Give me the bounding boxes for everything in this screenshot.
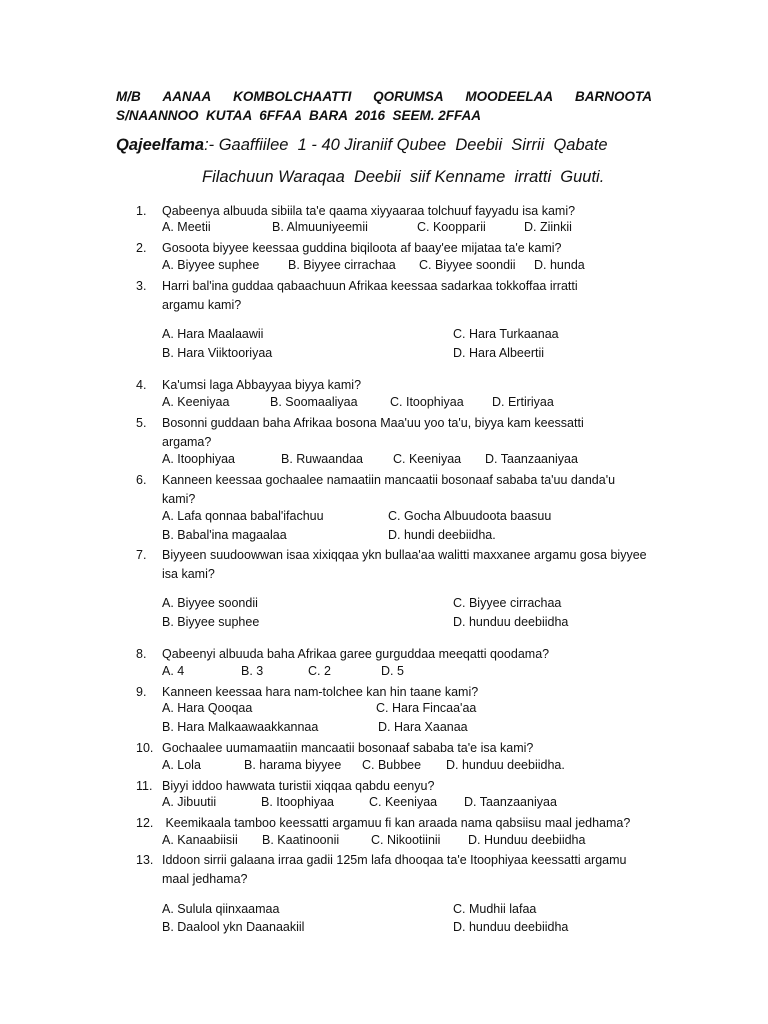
question [136,546,656,583]
option[interactable]: C. Biyyee cirrachaa [453,596,562,610]
question [136,777,656,796]
option[interactable]: A. 4 [162,664,185,678]
question-number: 9. [136,685,147,699]
option[interactable]: D. hunda [534,258,585,272]
option[interactable]: B. Daalool ykn Daanaakiil [162,920,305,934]
option[interactable]: D. hunduu deebiidha [453,615,569,629]
option[interactable]: B. Almuuniyeemii [272,220,368,234]
question-text: Qabeenyi albuuda baha Afrikaa garee gurguddaa meeqatti qoodama? [162,647,550,661]
option[interactable]: B. Ruwaandaa [281,452,364,466]
question [136,376,656,395]
header-line-1 [116,87,652,106]
option[interactable]: D. Ziinkii [524,220,572,234]
option[interactable]: C. Nikootiinii [371,833,441,847]
option[interactable]: B. Hara Malkaawaakkannaa [162,720,319,734]
question [136,739,656,758]
question-number: 1. [136,204,147,218]
option[interactable]: B. Hara Viiktooriyaa [162,346,273,360]
question-number: 5. [136,416,147,430]
question [136,683,656,702]
question-text: Ka'umsi laga Abbayyaa biyya kami? [162,378,362,392]
header-word: MOODEELAA [465,89,554,104]
option[interactable]: A. Jibuutii [162,795,217,809]
question-text: Qabeenya albuuda sibiila ta'e qaama xiyyaaraa tolchuuf fayyadu isa kami? [162,204,576,218]
option[interactable]: C. 2 [308,664,331,678]
option[interactable]: D. hunduu deebiidha [453,920,569,934]
option[interactable]: A. Meetii [162,220,211,234]
question-number: 7. [136,548,147,562]
option[interactable]: C. Bubbee [362,758,422,772]
question [136,814,656,833]
option[interactable]: C. Gocha Albuudoota baasuu [388,509,552,523]
option[interactable]: D. Hara Xaanaa [378,720,468,734]
exam-header [116,87,652,125]
header-word: BARNOOTA [574,89,652,104]
option[interactable]: C. Keeniyaa [369,795,438,809]
instructions-text-1: :- Gaaffiilee 1 - 40 Jiraniif Qubee Deebii Sirrii Qabate [204,136,608,154]
question [136,202,656,221]
option[interactable]: C. Biyyee soondii [419,258,516,272]
option[interactable]: B. Biyyee cirrachaa [288,258,396,272]
instructions-line-1 [116,136,608,155]
option[interactable]: C. Hara Turkaanaa [453,327,559,341]
option[interactable]: C. Mudhii lafaa [453,902,537,916]
option[interactable]: B. Soomaaliyaa [270,395,358,409]
header-word: M/B [116,89,141,104]
question [136,851,656,888]
option[interactable]: B. harama biyyee [244,758,342,772]
option[interactable]: C. Keeniyaa [393,452,462,466]
option[interactable]: A. Biyyee suphee [162,258,260,272]
question-number: 11. [136,779,153,793]
question-number: 2. [136,241,147,255]
question [136,471,656,508]
question-number: 8. [136,647,147,661]
option[interactable]: D. Taanzaaniyaa [464,795,557,809]
question-text: Gosoota biyyee keessaa guddina biqiloota af baay'ee mijataa ta'e kami? [162,241,562,255]
question [136,414,656,451]
option[interactable]: D. hundi deebiidha. [388,528,496,542]
option[interactable]: D. Hara Albeertii [453,346,545,360]
question-number: 13. [136,853,154,867]
option[interactable]: B. Itoophiyaa [261,795,334,809]
option[interactable]: A. Lafa qonnaa babal'ifachuu [162,509,324,523]
option[interactable]: C. Koopparii [417,220,486,234]
option[interactable]: D. Hunduu deebiidha [468,833,586,847]
header-line-2: S/NAANNOO KUTAA 6FFAA BARA 2016 SEEM. 2FFAA [116,108,482,123]
question-number: 12. [136,816,154,830]
question-text: Keemikaala tamboo keessatti argamuu fi kan araada nama qabsiisu maal jedhama? [162,816,631,830]
question-text: Biyyeen suudoowwan isaa xixiqqaa ykn bullaa'aa walitti maxxanee argamu gosa biyyee isa kami? [162,548,647,581]
question-number: 3. [136,279,147,293]
option[interactable]: A. Keeniyaa [162,395,230,409]
option[interactable]: D. hunduu deebiidha. [446,758,565,772]
question-text: Harri bal'ina guddaa qabaachuun Afrikaa keessaa sadarkaa tokkoffaa irratti argamu kami? [162,279,578,312]
option[interactable]: A. Kanaabiisii [162,833,238,847]
instructions-label: Qajeelfama [116,136,205,154]
question [136,239,656,258]
question-text: Bosonni guddaan baha Afrikaa bosona Maa'uu yoo ta'u, biyya kam keessatti argama? [162,416,584,449]
option[interactable]: D. Ertiriyaa [492,395,554,409]
option[interactable]: D. 5 [381,664,404,678]
question [136,277,656,314]
option[interactable]: A. Itoophiyaa [162,452,235,466]
question-text: Gochaalee uumamaatiin mancaatii bosonaaf sababa ta'e isa kami? [162,741,534,755]
header-word: QORUMSA [373,89,444,104]
question-text: Biyyi iddoo hawwata turistii xiqqaa qabdu eenyu? [162,779,435,793]
option[interactable]: B. Kaatinoonii [262,833,340,847]
option[interactable]: B. Biyyee suphee [162,615,260,629]
option[interactable]: B. 3 [241,664,264,678]
option[interactable]: D. Taanzaaniyaa [485,452,578,466]
question-text: Iddoon sirrii galaana irraa gadii 125m lafa dhooqaa ta'e Itoophiyaa keessatti argamu maal jedhama? [162,853,627,886]
option[interactable]: C. Hara Fincaa'aa [376,701,477,715]
question [136,645,656,664]
question-number: 6. [136,473,147,487]
question-number: 10. [136,741,154,755]
option[interactable]: A. Biyyee soondii [162,596,258,610]
option[interactable]: B. Babal'ina magaalaa [162,528,287,542]
option[interactable]: A. Lola [162,758,201,772]
question-text: Kanneen keessaa gochaalee namaatiin mancaatii bosonaaf sababa ta'uu danda'u kami? [162,473,616,506]
question-text: Kanneen keessaa hara nam-tolchee kan hin taane kami? [162,685,479,699]
option[interactable]: A. Sulula qiinxaamaa [162,902,280,916]
instructions-line-2: Filachuun Waraqaa Deebii siif Kenname irratti Guuti. [202,168,605,186]
question-number: 4. [136,378,147,392]
option[interactable]: A. Hara Qooqaa [162,701,253,715]
header-word: AANAA [162,89,212,104]
option[interactable]: C. Itoophiyaa [390,395,464,409]
header-word: KOMBOLCHAATTI [233,89,352,104]
option[interactable]: A. Hara Maalaawii [162,327,264,341]
